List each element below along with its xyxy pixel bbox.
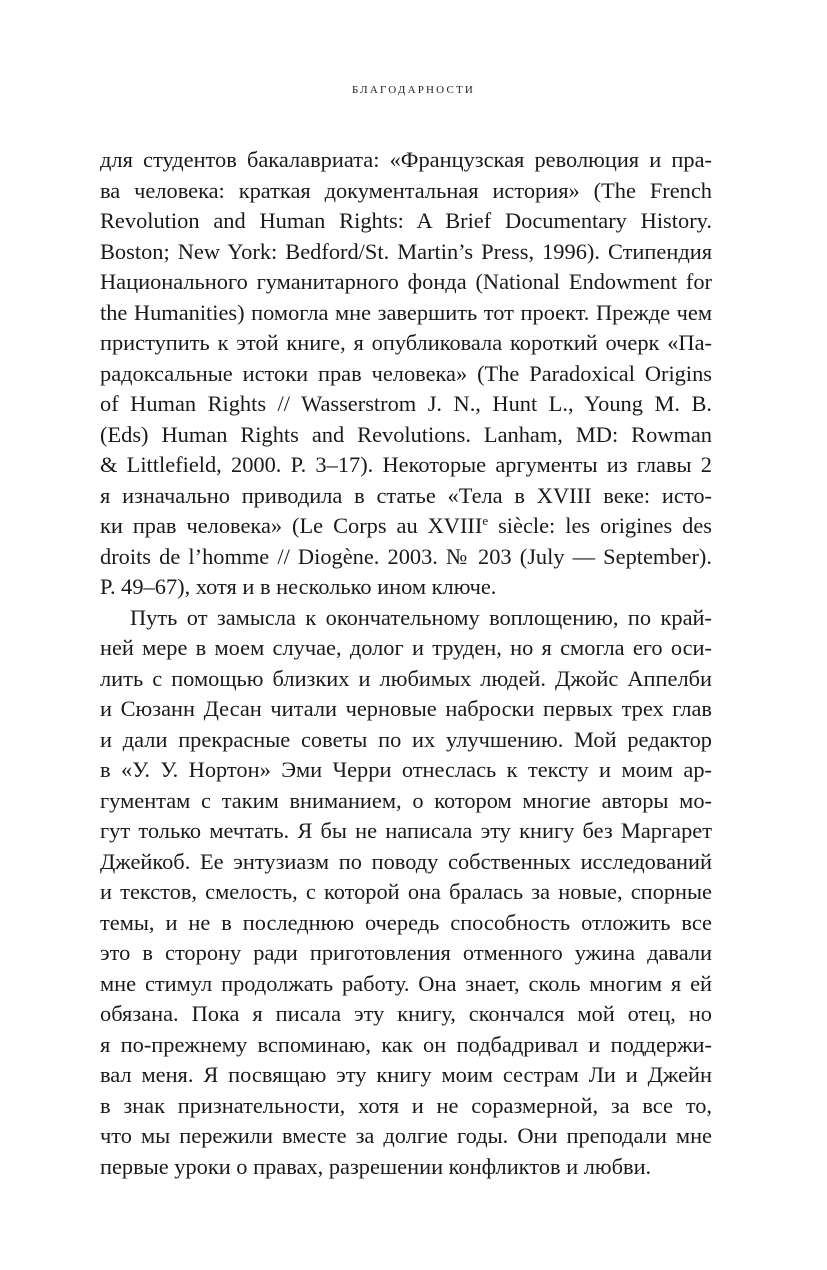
running-head: БЛАГОДАРНОСТИ (351, 84, 476, 96)
line-segment: ки прав человека» (Le Corps au XVIII (100, 513, 483, 538)
paragraph-1 (100, 145, 712, 603)
text-line-with-superscript (100, 511, 712, 542)
text-line: & Littlefield, 2000. P. 3–17). Некоторые аргументы из главы 2 (100, 452, 712, 477)
text-line: и дали прекрасные советы по их улучшению. Мой редактор (100, 726, 712, 752)
text-line: темы, и не в последнюю очередь способность отложить все (100, 909, 712, 935)
text-line: гументам с таким вниманием, о котором многие авторы мо- (100, 787, 712, 813)
text-line: это в сторону ради приготовления отменного ужина давали (100, 940, 712, 965)
text-line: первые уроки о правах, разрешении конфликтов и любви. (100, 1153, 652, 1179)
text-line: P. 49–67), хотя и в несколько ином ключе. (100, 574, 497, 599)
text-line: Джейкоб. Ее энтузиазм по поводу собственных исследований (100, 848, 712, 874)
paragraph-2 (100, 603, 712, 1183)
text-line: я изначально приводила в статье «Тела в XVIII веке: исто- (100, 482, 712, 508)
text-line: обязана. Пока я писала эту книгу, скончался мой отец, но (100, 1001, 712, 1026)
text-line: ней мере в моем случае, долог и труден, но я смогла его оси- (100, 635, 712, 660)
text-line: приступить к этой книге, я опубликовала короткий очерк «Па- (100, 330, 712, 355)
text-line: Путь от замысла к окончательному воплощению, по край- (130, 604, 712, 630)
line-segment: siècle: les origines des (488, 513, 712, 538)
text-line: и текстов, смелость, с которой она бралась за новые, спорные (100, 879, 712, 904)
text-line: of Human Rights // Wasserstrom J. N., Hunt L., Young M. B. (100, 391, 712, 416)
text-line: (Eds) Human Rights and Revolutions. Lanham, MD: Rowman (100, 421, 712, 447)
text-line: droits de l’homme // Diogène. 2003. № 203 (July — September). (100, 543, 712, 569)
text-line: Revolution and Human Rights: A Brief Documentary History. (100, 208, 712, 233)
body-text (100, 145, 712, 1182)
text-line: радоксальные истоки прав человека» (The Paradoxical Origins (100, 360, 712, 386)
text-line: в «У. У. Нортон» Эми Черри отнеслась к тексту и моим ар- (100, 757, 712, 782)
text-line: мне стимул продолжать работу. Она знает, сколь многим я ей (100, 970, 712, 996)
text-line: ва человека: краткая документальная история» (The French (100, 177, 712, 203)
superscript-e: e (482, 513, 489, 528)
text-line: в знак признательности, хотя и не соразмерной, за все то, (100, 1092, 712, 1118)
text-line: вал меня. Я посвящаю эту книгу моим сестрам Ли и Джейн (100, 1062, 712, 1087)
text-line: я по-прежнему вспоминаю, как он подбадривал и поддержи- (100, 1031, 712, 1057)
text-line: гут только мечтать. Я бы не написала эту книгу без Маргарет (100, 818, 712, 843)
text-line: лить с помощью близких и любимых людей. Джойс Аппелби (100, 665, 712, 691)
text-line: и Сюзанн Десан читали черновые наброски первых трех глав (100, 696, 712, 721)
text-line: для студентов бакалавриата: «Французская революция и пра- (100, 147, 712, 172)
text-line: the Humanities) помогла мне завершить тот проект. Прежде чем (100, 299, 712, 325)
text-line: что мы пережили вместе за долгие годы. Они преподали мне (100, 1123, 712, 1148)
text-line: Национального гуманитарного фонда (National Endowment for (100, 269, 712, 294)
text-line: Boston; New York: Bedford/St. Martin’s Press, 1996). Стипендия (100, 238, 712, 264)
